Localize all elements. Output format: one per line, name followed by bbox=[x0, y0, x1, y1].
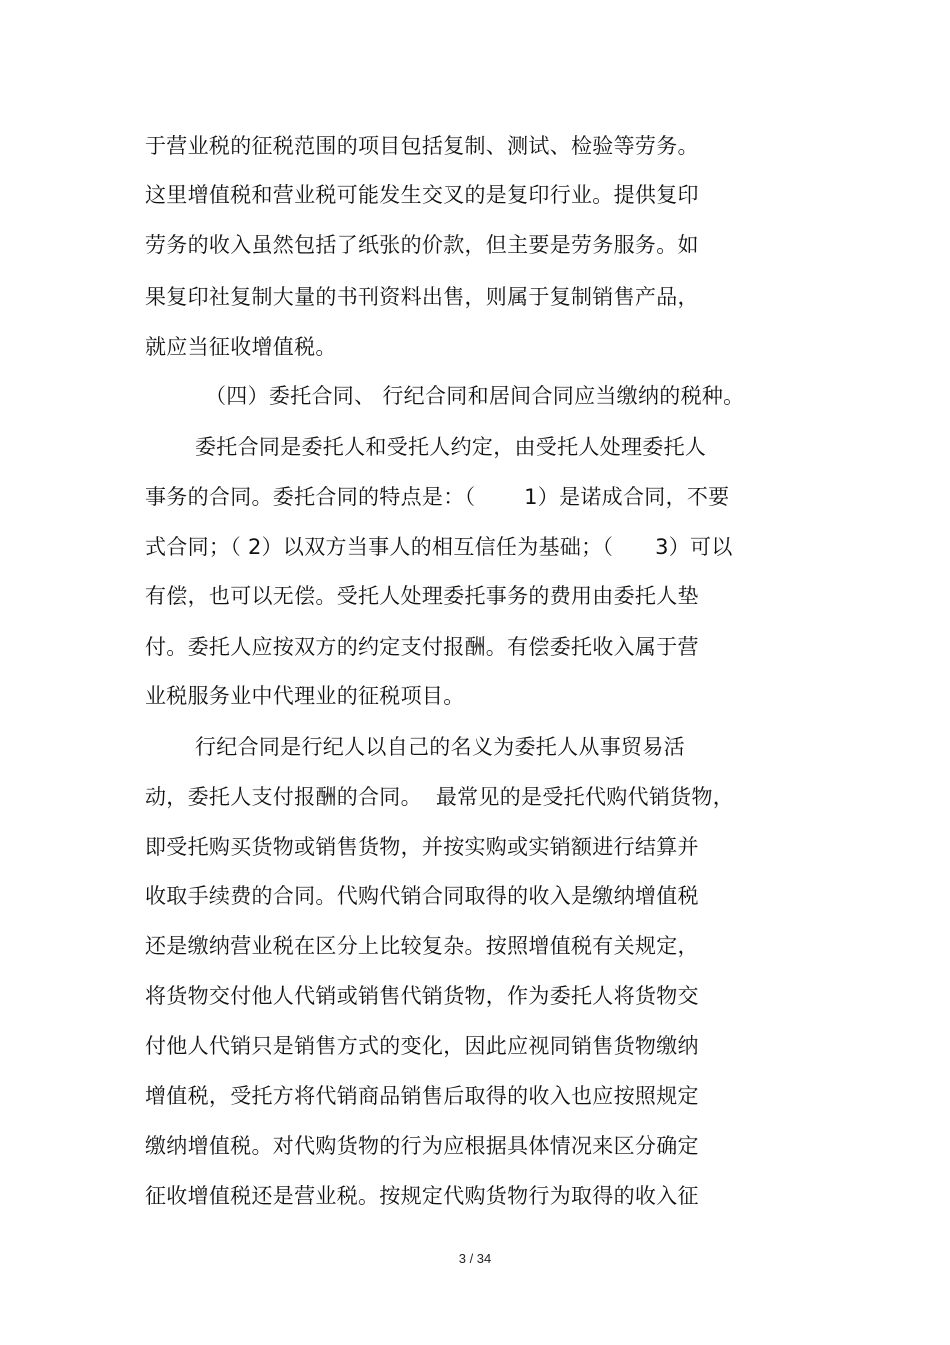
text-line: 业税服务业中代理业的征税项目。 bbox=[145, 684, 465, 708]
text-line: 还是缴纳营业税在区分上比较复杂。按照增值税有关规定， bbox=[145, 934, 699, 958]
text-line: 即受托购买货物或销售货物，并按实购或实销额进行结算并 bbox=[145, 835, 699, 859]
text-line: 这里增值税和营业税可能发生交叉的是复印行业。提供复印 bbox=[145, 183, 699, 207]
text-line: 增值税，受托方将代销商品销售后取得的收入也应按照规定 bbox=[145, 1084, 699, 1108]
text-line: 征收增值税还是营业税。按规定代购货物行为取得的收入征 bbox=[145, 1184, 699, 1208]
text-line: 将货物交付他人代销或销售代销货物，作为委托人将货物交 bbox=[145, 984, 699, 1008]
text-line: 于营业税的征税范围的项目包括复制、测试、检验等劳务。 bbox=[145, 134, 699, 158]
text-line: 有偿，也可以无偿。受托人处理委托事务的费用由委托人垫 bbox=[145, 584, 699, 608]
text-line: 果复印社复制大量的书刊资料出售，则属于复制销售产品， bbox=[145, 285, 699, 309]
text-line: 缴纳增值税。对代购货物的行为应根据具体情况来区分确定 bbox=[145, 1134, 699, 1158]
text-line: 行纪合同是行纪人以自己的名义为委托人从事贸易活 bbox=[195, 735, 685, 759]
text-line: 收取手续费的合同。代购代销合同取得的收入是缴纳增值税 bbox=[145, 884, 699, 908]
text-line: 事务的合同。委托合同的特点是：（ 1）是诺成合同，不要 bbox=[145, 485, 730, 509]
text-line: 劳务的收入虽然包括了纸张的价款，但主要是劳务服务。如 bbox=[145, 233, 699, 257]
text-line: 付他人代销只是销售方式的变化，因此应视同销售货物缴纳 bbox=[145, 1034, 699, 1058]
page-number: 3 / 34 bbox=[458, 1251, 492, 1266]
text-line: 式合同；（ 2）以双方当事人的相互信任为基础；（ 3）可以 bbox=[145, 535, 733, 559]
text-line: 动，委托人支付报酬的合同。 最常见的是受托代购代销货物， bbox=[145, 785, 735, 809]
text-line: 付。委托人应按双方的约定支付报酬。有偿委托收入属于营 bbox=[145, 635, 699, 659]
text-line: 委托合同是委托人和受托人约定，由受托人处理委托人 bbox=[195, 435, 707, 459]
section-heading: （四）委托合同、 行纪合同和居间合同应当缴纳的税种。 bbox=[205, 384, 745, 408]
text-line: 就应当征收增值税。 bbox=[145, 335, 337, 359]
